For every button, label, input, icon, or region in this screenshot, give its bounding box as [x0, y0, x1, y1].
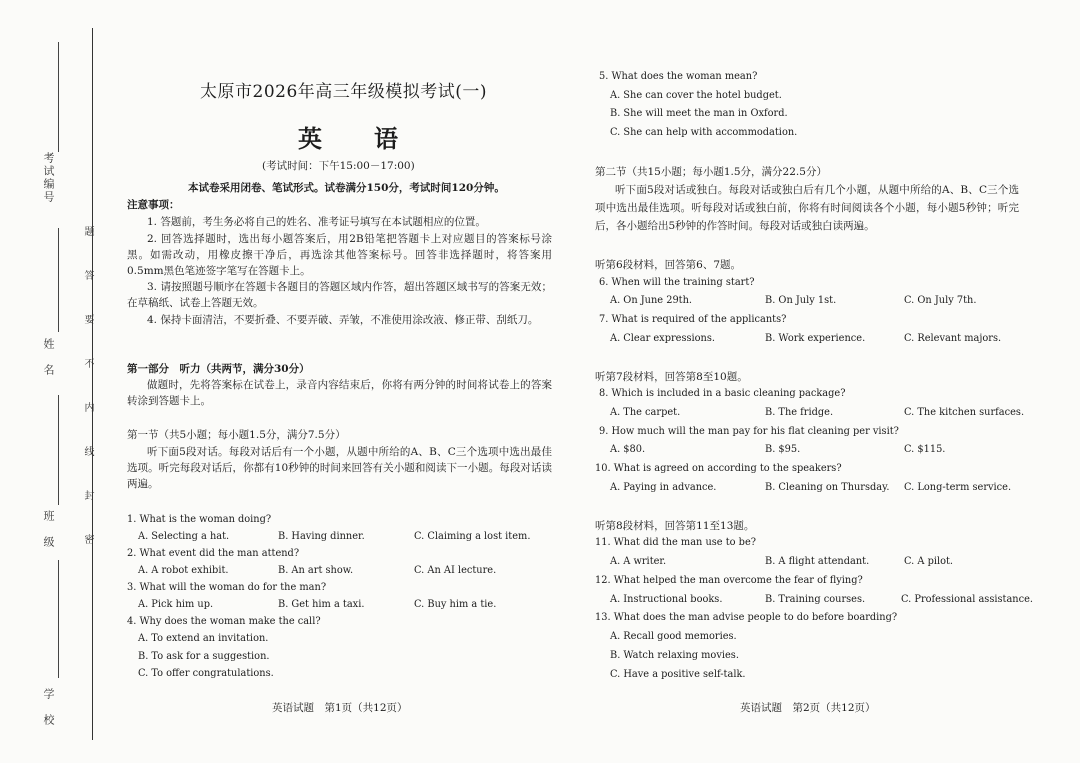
q12-option-c: C. Professional assistance. — [901, 594, 1033, 605]
school-label: 学 校 — [42, 688, 55, 727]
name-label: 姓 名 — [42, 338, 55, 377]
q6-option-c: C. On July 7th. — [904, 295, 977, 306]
q9-option-b: B. $95. — [765, 444, 801, 455]
notice-heading: 注意事项： — [127, 199, 180, 211]
exam-no-label: 考试编号 — [42, 152, 55, 204]
q6-option-a: A. On June 29th. — [610, 295, 693, 306]
q9-option-c: C. $115. — [904, 444, 946, 455]
q11-option-c: C. A pilot. — [904, 556, 954, 567]
material-7-heading: 听第7段材料，回答第8至10题。 — [595, 371, 748, 383]
q8-option-c: C. The kitchen surfaces. — [904, 407, 1025, 418]
seal-line-text: 题答要不内线封密 — [82, 226, 93, 578]
binding-strip — [0, 0, 100, 763]
question-4: 4. Why does the woman make the call? — [127, 616, 321, 627]
q10-option-c: C. Long-term service. — [904, 482, 1012, 493]
q12-option-a: A. Instructional books. — [610, 594, 723, 605]
material-8-heading: 听第8段材料，回答第11至13题。 — [595, 520, 755, 532]
exam-title: 太原市2026年高三年级模拟考试(一) — [200, 82, 488, 102]
question-1: 1. What is the woman doing? — [127, 514, 272, 525]
q4-option-a: A. To extend an invitation. — [138, 633, 269, 644]
q3-option-c: C. Buy him a tie. — [414, 599, 497, 610]
q2-option-a: A. A robot exhibit. — [138, 565, 229, 576]
class-label: 班 级 — [42, 510, 55, 549]
material-6-heading: 听第6段材料，回答第6、7题。 — [595, 259, 742, 271]
question-8: 8. Which is included in a basic cleaning package? — [599, 388, 846, 399]
part1-intro: 做题时，先将答案标在试卷上，录音内容结束后，你将有两分钟的时间将试卷上的答案转涂到答题卡上。 — [127, 379, 552, 408]
name-fill-line — [58, 228, 59, 332]
q9-option-a: A. $80. — [610, 444, 646, 455]
part1-heading: 第一部分 听力（共两节，满分30分） — [127, 363, 310, 375]
q7-option-a: A. Clear expressions. — [610, 333, 715, 344]
exam-policy: 本试卷采用闭卷、笔试形式。试卷满分150分，考试时间120分钟。 — [188, 182, 505, 194]
q6-option-b: B. On July 1st. — [765, 295, 837, 306]
subject-title: 英 语 — [298, 124, 412, 153]
question-5: 5. What does the woman mean? — [599, 71, 758, 82]
question-9: 9. How much will the man pay for his flat cleaning per visit? — [599, 426, 899, 437]
q7-option-b: B. Work experience. — [765, 333, 866, 344]
question-7: 7. What is required of the applicants? — [599, 314, 787, 325]
q10-option-a: A. Paying in advance. — [610, 482, 717, 493]
q13-option-c: C. Have a positive self-talk. — [610, 669, 746, 680]
question-11: 11. What did the man use to be? — [595, 537, 756, 548]
q8-option-a: A. The carpet. — [610, 407, 681, 418]
school-fill-line — [58, 560, 59, 678]
q11-option-a: A. A writer. — [610, 556, 667, 567]
q5-option-c: C. She can help with accommodation. — [610, 127, 798, 138]
q3-option-b: B. Get him a taxi. — [278, 599, 365, 610]
notice-3: 3. 请按照题号顺序在答题卡各题目的答题区域内作答，超出答题区域书写的答案无效；在草稿纸、试卷上答题无效。 — [127, 281, 552, 310]
question-10: 10. What is agreed on according to the speakers? — [595, 463, 842, 474]
q13-option-a: A. Recall good memories. — [610, 631, 737, 642]
question-3: 3. What will the woman do for the man? — [127, 582, 327, 593]
page2-footer: 英语试题 第2页（共12页） — [740, 702, 876, 714]
q2-option-b: B. An art show. — [278, 565, 354, 576]
section1-heading: 第一节（共5小题；每小题1.5分，满分7.5分） — [127, 429, 346, 441]
notice-4: 4. 保持卡面清洁，不要折叠、不要弄破、弄皱，不准使用涂改液、修正带、刮纸刀。 — [147, 314, 539, 326]
q8-option-b: B. The fridge. — [765, 407, 834, 418]
q3-option-a: A. Pick him up. — [138, 599, 214, 610]
q10-option-b: B. Cleaning on Thursday. — [765, 482, 890, 493]
q12-option-b: B. Training courses. — [765, 594, 866, 605]
page1-footer: 英语试题 第1页（共12页） — [272, 702, 408, 714]
q4-option-c: C. To offer congratulations. — [138, 668, 274, 679]
q1-option-a: A. Selecting a hat. — [138, 531, 230, 542]
class-fill-line — [58, 395, 59, 505]
question-13: 13. What does the man advise people to do before boarding? — [595, 612, 898, 623]
question-2: 2. What event did the man attend? — [127, 548, 300, 559]
q1-option-b: B. Having dinner. — [278, 531, 365, 542]
q5-option-a: A. She can cover the hotel budget. — [610, 90, 782, 101]
q7-option-c: C. Relevant majors. — [904, 333, 1002, 344]
exam-no-fill-line — [58, 42, 59, 152]
notice-2: 2. 回答选择题时，选出每小题答案后，用2B铅笔把答题卡上对应题目的答案标号涂黑。如需改动，用橡皮擦干净后，再选涂其他答案标号。回答非选择题时，将答案用0.5mm黑色笔迹签字笔写在答题卡上。 — [127, 233, 552, 278]
q13-option-b: B. Watch relaxing movies. — [610, 650, 739, 661]
notice-1: 1. 答题前，考生务必将自己的姓名、准考证号填写在本试题相应的位置。 — [147, 216, 486, 228]
question-12: 12. What helped the man overcome the fear of flying? — [595, 575, 863, 586]
q1-option-c: C. Claiming a lost item. — [414, 531, 531, 542]
binding-line — [92, 28, 93, 740]
question-6: 6. When will the training start? — [599, 277, 755, 288]
section2-heading: 第二节（共15小题；每小题1.5分，满分22.5分） — [595, 166, 827, 178]
section2-intro: 听下面5段对话或独白。每段对话或独白后有几个小题，从题中所给的A、B、C三个选项中选出最佳选项。听每段对话或独白前，你将有时间阅读各个小题，每小题5秒钟；听完后，各小题给出5秒钟的作答时间。每段对话或独白读两遍。 — [595, 184, 1019, 232]
q4-option-b: B. To ask for a suggestion. — [138, 651, 270, 662]
q2-option-c: C. An AI lecture. — [414, 565, 497, 576]
q5-option-b: B. She will meet the man in Oxford. — [610, 108, 788, 119]
exam-time: (考试时间：下午15:00－17:00) — [262, 160, 415, 172]
q11-option-b: B. A flight attendant. — [765, 556, 870, 567]
section1-intro: 听下面5段对话。每段对话后有一个小题，从题中所给的A、B、C三个选项中选出最佳选项。听完每段对话后，你都有10秒钟的时间来回答有关小题和阅读下一小题。每段对话读两遍。 — [127, 446, 552, 491]
